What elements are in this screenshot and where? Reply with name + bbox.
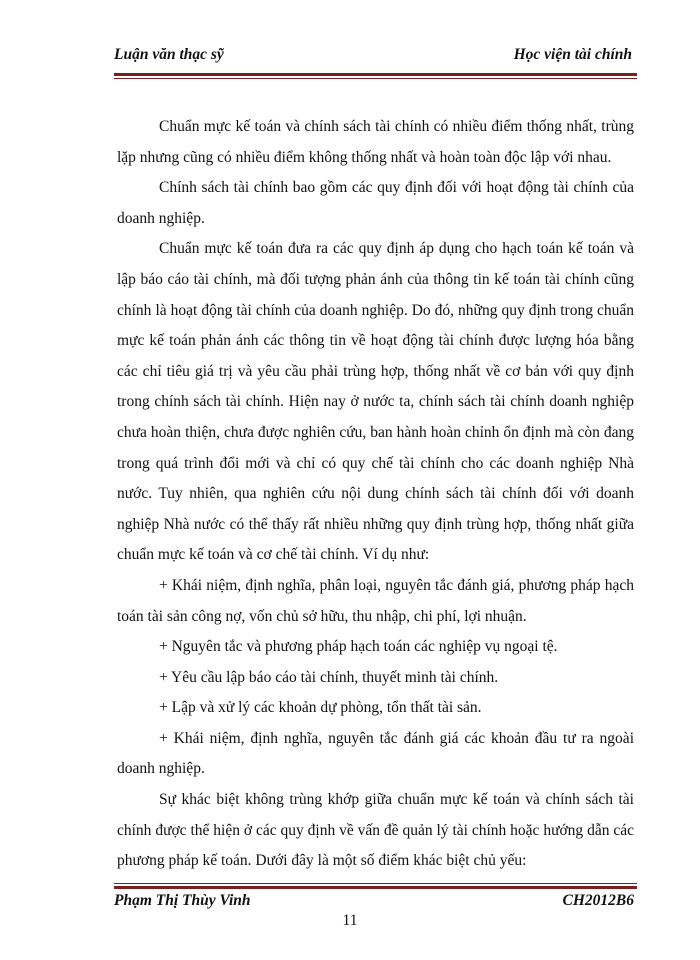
bullet-paragraph: + Khái niệm, định nghĩa, phân loại, nguyên tắc đánh giá, phương pháp hạch toán tài sản công nợ, vốn chủ sở hữu, thu nhập, chi phí, lợi nhuận. xyxy=(117,576,634,625)
bullet-paragraph: + Nguyên tắc và phương pháp hạch toán các nghiệp vụ ngoại tệ. xyxy=(159,638,558,656)
bullet-paragraph: + Yêu cầu lập báo cáo tài chính, thuyết minh tài chính. xyxy=(159,668,499,686)
bullet-paragraph: + Khái niệm, định nghĩa, nguyên tắc đánh giá các khoản đầu tư ra ngoài doanh nghiệp. xyxy=(117,729,634,778)
header-institution-label: Học viện tài chính xyxy=(513,46,632,63)
header-divider-thin xyxy=(114,78,637,79)
footer-author-name: Phạm Thị Thùy Vinh xyxy=(114,892,251,909)
bullet-paragraph: + Lập và xử lý các khoản dự phòng, tổn thất tài sản. xyxy=(159,699,482,717)
document-body xyxy=(117,112,634,877)
footer-divider-thick xyxy=(114,886,637,889)
footer-class-code: CH2012B6 xyxy=(562,892,634,909)
header-thesis-label: Luận văn thạc sỹ xyxy=(114,46,224,63)
paragraph: Chuẩn mực kế toán đưa ra các quy định áp dụng cho hạch toán kế toán và lập báo cáo tài chính, mà đối tượng phản ánh của thông tin kế toán tài chính cũng chính là hoạt động tài chính của doanh nghiệp. Do đó, những quy định trong chuẩn mực kế toán phản ánh các thông tin về hoạt động tài chính được lượng hóa bằng các chỉ tiêu giá trị và yêu cầu phải trùng hợp, thống nhất về cơ bản với quy định trong chính sách tài chính. Hiện nay ở nước ta, chính sách tài chính doanh nghiệp chưa hoàn thiện, chưa được nghiên cứu, ban hành hoàn chỉnh ổn định mà còn đang trong quá trình đổi mới và chỉ có quy chế tài chính cho các doanh nghiệp Nhà nước. Tuy nhiên, qua nghiên cứu nội dung chính sách tài chính đối với doanh nghiệp Nhà nước có thể thấy rất nhiều những quy định trùng hợp, thống nhất giữa chuẩn mực kế toán và cơ chế tài chính. Ví dụ như: xyxy=(117,240,634,564)
page-number: 11 xyxy=(342,912,358,929)
paragraph: Sự khác biệt không trùng khớp giữa chuẩn mực kế toán và chính sách tài chính được thể hiện ở các quy định về vấn đề quản lý tài chính hoặc hướng dẫn các phương pháp kế toán. Dưới đây là một số điểm khác biệt chủ yếu: xyxy=(117,791,634,870)
paragraph: Chuẩn mực kế toán và chính sách tài chính có nhiều điểm thống nhất, trùng lặp nhưng cũng có nhiều điểm không thống nhất và hoàn toàn độc lập với nhau. xyxy=(117,118,634,166)
footer-divider-thin xyxy=(114,883,637,884)
paragraph: Chính sách tài chính bao gồm các quy định đối với hoạt động tài chính của doanh nghiệp. xyxy=(117,179,634,227)
header-divider-thick xyxy=(114,73,637,76)
